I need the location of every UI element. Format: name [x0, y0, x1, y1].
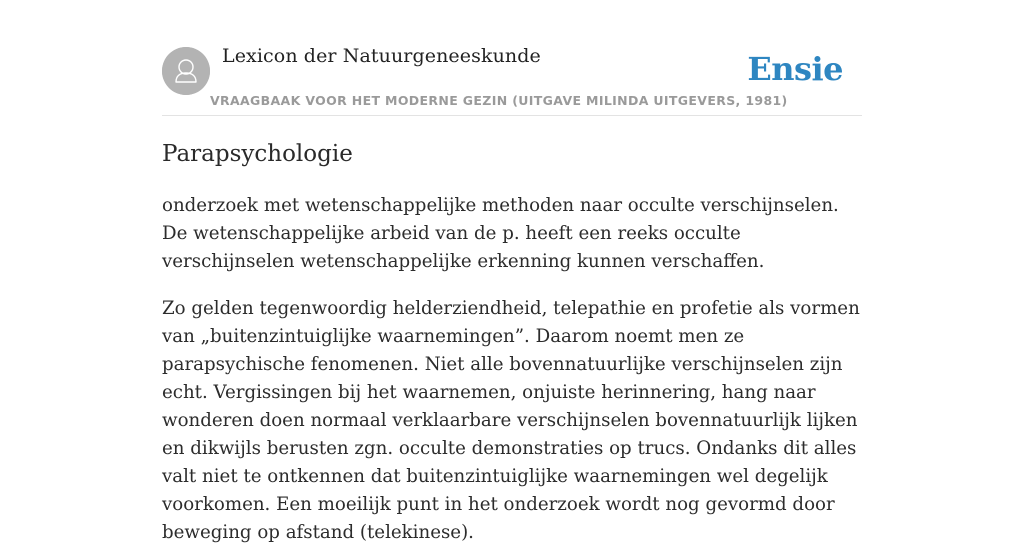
article-title: Parapsychologie: [162, 141, 353, 167]
article-paragraph: Zo gelden tegenwoordig helderziendheid, telepathie en profetie als vormen van „buitenzintuiglijke waarnemingen”. Daarom noemt men ze parapsychische fenomenen. Niet alle bovennatuurlijke verschijnselen zijn echt. Vergissingen bij het waarnemen, onjuiste herinnering, hang naar wonderen doen normaal verklaarbare verschijnselen bovennatuurlijk lijken en dikwijls berusten zgn. occulte demonstraties op trucs. Ondanks dit alles valt niet te ontkennen dat buitenzintuiglijke waarnemingen wel degelijk voorkomen. Een moeilijk punt in het onderzoek wordt nog gevormd door beweging op afstand (telekinese).: [162, 298, 860, 543]
source-subtitle: VRAAGBAAK VOOR HET MODERNE GEZIN (UITGAVE MILINDA UITGEVERS, 1981): [210, 93, 788, 108]
user-silhouette-icon: [162, 47, 210, 95]
article-paragraph: onderzoek met wetenschappelijke methoden naar occulte verschijnselen. De wetenschappelijke arbeid van de p. heeft een reeks occulte verschijnselen wetenschappelijke erkenning kunnen verschaffen.: [162, 195, 839, 272]
source-title[interactable]: Lexicon der Natuurgeneeskunde: [222, 45, 541, 67]
ensie-logo[interactable]: Ensie: [747, 50, 843, 88]
source-header: [162, 0, 862, 116]
article: [162, 138, 862, 547]
avatar[interactable]: [162, 47, 210, 95]
header-divider: [162, 115, 862, 116]
